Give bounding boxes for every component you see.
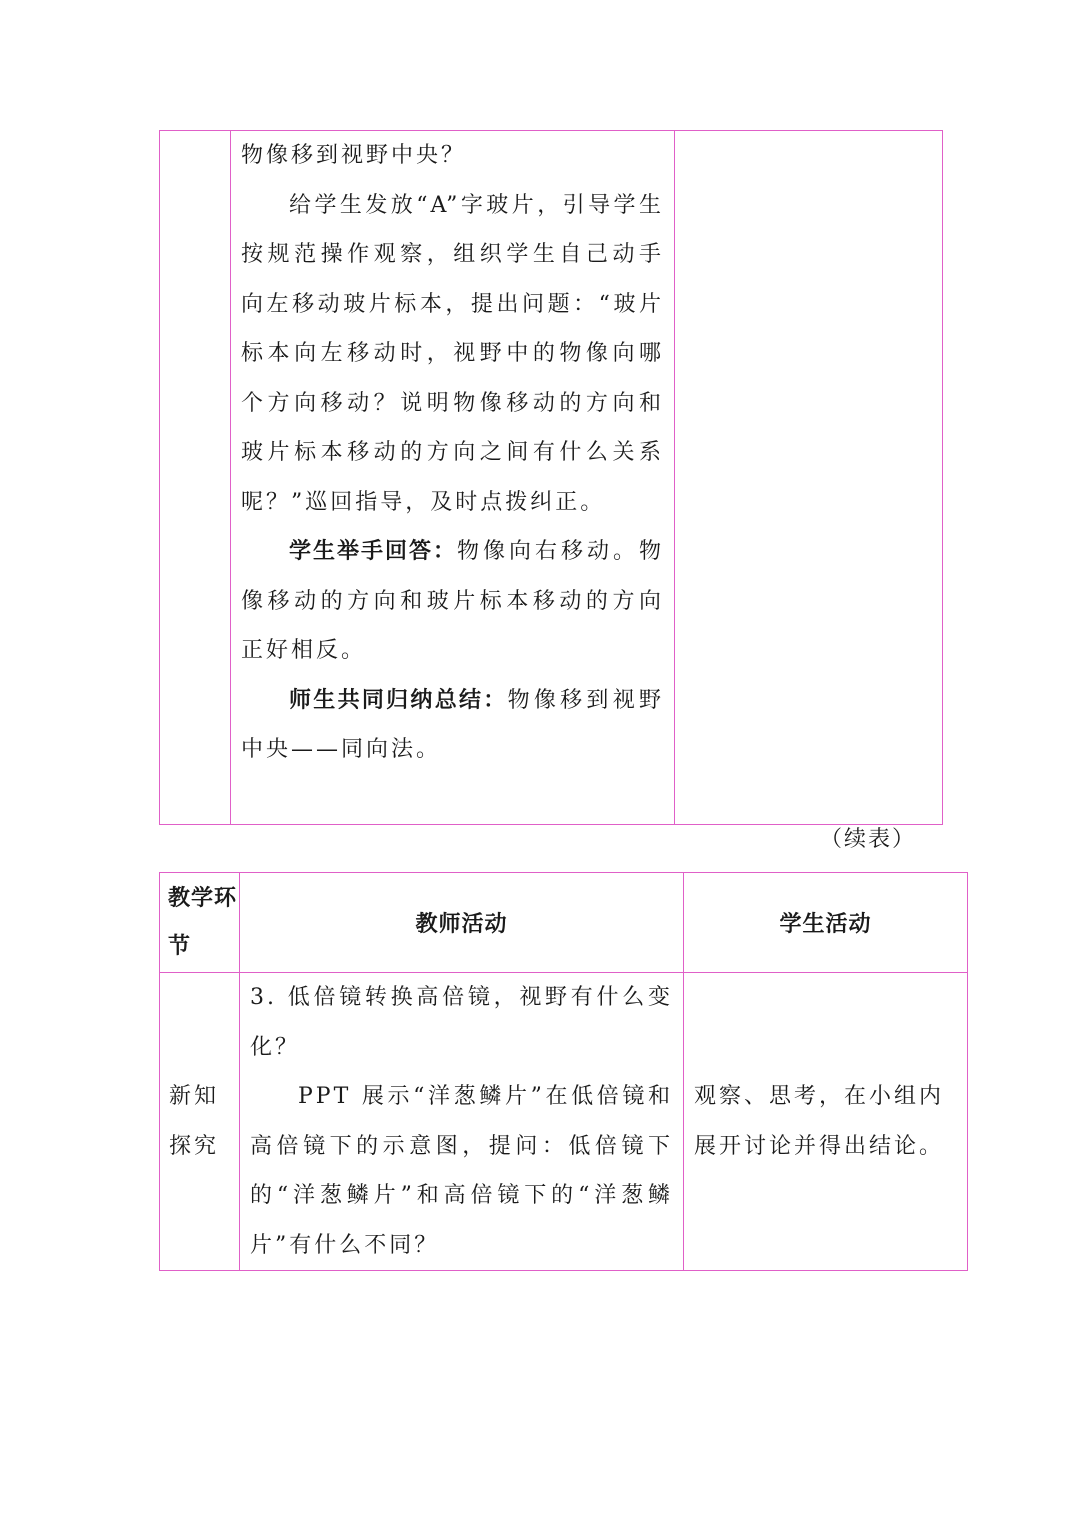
paragraph-1: 物像移到视野中央？ <box>241 143 467 168</box>
lesson-table-part2 <box>159 872 968 1271</box>
paragraph-3-lead: 学生举手回答： <box>289 539 457 564</box>
teacher-paragraph-2: PPT 展示“洋葱鳞片”在低倍镜和高倍镜下的示意图，提问：低倍镜下的“洋葱鳞片”和高倍镜下的“洋葱鳞片”有什么不同？ <box>250 1084 673 1258</box>
paragraph-4-text: 物像移到视野中央——同向法。 <box>241 687 664 762</box>
student-activity-cell-empty <box>675 131 943 825</box>
paragraph-4 <box>241 676 664 775</box>
paragraph-3 <box>241 527 664 676</box>
header-teacher: 教师活动 <box>240 873 684 973</box>
continued-label: （续表） <box>820 827 917 852</box>
header-section: 教学环节 <box>160 873 240 973</box>
paragraph-3-text: 物像向右移动。物像移动的方向和玻片标本移动的方向正好相反。 <box>241 539 664 663</box>
teacher-activity-cell-2 <box>240 973 684 1271</box>
section-name: 新知探究 <box>160 973 240 1271</box>
section-cell-empty <box>160 131 231 825</box>
paragraph-4-lead: 师生共同归纳总结： <box>289 687 508 713</box>
lesson-table-part1 <box>159 130 943 825</box>
student-activity-text: 观察、思考，在小组内展开讨论并得出结论。 <box>684 973 968 1271</box>
paragraph-2: 给学生发放“A”字玻片，引导学生按规范操作观察，组织学生自己动手向左移动玻片标本，提出问题：“玻片标本向左移动时，视野中的物像向哪个方向移动？说明物像移动的方向和玻片标本移动的方向之间有什么关系呢？”巡回指导，及时点拨纠正。 <box>241 192 664 515</box>
teacher-activity-cell <box>231 131 675 825</box>
header-student: 学生活动 <box>684 873 968 973</box>
teacher-paragraph-1: 3. 低倍镜转换高倍镜，视野有什么变化？ <box>250 985 673 1060</box>
